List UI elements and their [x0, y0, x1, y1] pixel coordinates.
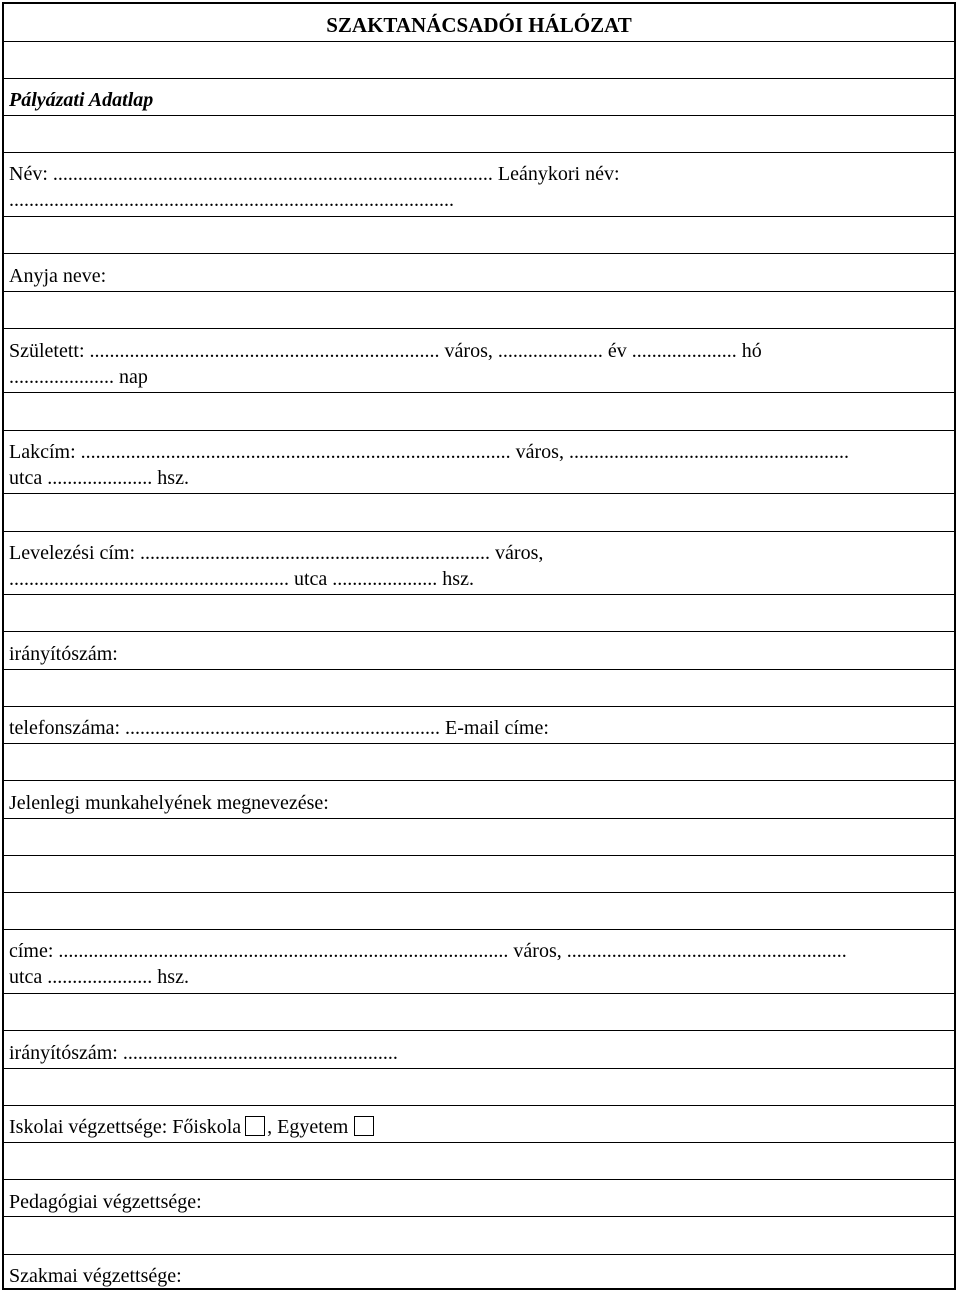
page-title: SZAKTANÁCSADÓI HÁLÓZAT [326, 13, 632, 37]
row-divider [4, 818, 954, 819]
foiskola-checkbox[interactable] [245, 1116, 265, 1136]
row-divider [4, 892, 954, 893]
row-divider [4, 1105, 954, 1106]
munkahely-iranyitoszam-field[interactable]: irányítószám: ....................................................... [9, 1042, 398, 1064]
munkahely-cim-field[interactable]: címe: .......................................................................................... város, ........................................................ [9, 940, 847, 962]
szuletett-field-continued[interactable]: ..................... nap [9, 366, 148, 388]
row-divider [4, 743, 954, 744]
row-divider [4, 291, 954, 292]
egyetem-checkbox[interactable] [354, 1116, 374, 1136]
row-divider [4, 216, 954, 217]
iskolai-vegzettseg-label: Iskolai végzettsége: Főiskola [9, 1116, 242, 1138]
row-divider [4, 631, 954, 632]
row-divider [4, 1254, 954, 1255]
lakcim-field[interactable]: Lakcím: ...................................................................................... város, ........................................................ [9, 441, 849, 463]
row-divider [4, 929, 954, 930]
row-divider [4, 1179, 954, 1180]
levelezesi-cim-field[interactable]: Levelezési cím: ...................................................................... város, [9, 542, 544, 564]
row-divider [4, 855, 954, 856]
row-divider [4, 706, 954, 707]
pedagogiai-vegzettseg-field[interactable]: Pedagógiai végzettsége: [9, 1191, 202, 1213]
szuletett-field[interactable]: Született: ...................................................................... város, ..................... év ..................... hó [9, 340, 762, 362]
row-divider [4, 531, 954, 532]
row-divider [4, 493, 954, 494]
row-divider [4, 1030, 954, 1031]
row-divider [4, 115, 954, 116]
row-divider [4, 328, 954, 329]
row-divider [4, 669, 954, 670]
telefon-email-field[interactable]: telefonszáma: ............................................................... E-mail címe: [9, 717, 549, 739]
munkahely-field[interactable]: Jelenlegi munkahelyének megnevezése: [9, 792, 329, 814]
row-divider [4, 1142, 954, 1143]
nev-field-continued[interactable]: ......................................................................................... [9, 189, 454, 211]
iskolai-vegzettseg-row [9, 1114, 942, 1140]
row-divider [4, 253, 954, 254]
anyja-neve-field[interactable]: Anyja neve: [9, 265, 107, 287]
row-divider [4, 152, 954, 153]
iranyitoszam-field[interactable]: irányítószám: [9, 643, 118, 665]
nev-field[interactable]: Név: ........................................................................................ Leánykori név: [9, 163, 620, 185]
row-divider [4, 1068, 954, 1069]
szakmai-vegzettseg-field[interactable]: Szakmai végzettsége: [9, 1265, 182, 1287]
row-divider [4, 594, 954, 595]
row-divider [4, 392, 954, 393]
row-divider [4, 993, 954, 994]
lakcim-field-continued[interactable]: utca ..................... hsz. [9, 467, 189, 489]
row-divider [4, 41, 954, 42]
row-divider [4, 1216, 954, 1217]
munkahely-cim-field-continued[interactable]: utca ..................... hsz. [9, 966, 189, 988]
row-divider [4, 78, 954, 79]
levelezesi-cim-field-continued[interactable]: ........................................................ utca ..................... hsz. [9, 568, 474, 590]
form-title: Pályázati Adatlap [9, 89, 154, 111]
application-form [2, 2, 956, 1290]
egyetem-label: , Egyetem [267, 1116, 349, 1138]
row-divider [4, 430, 954, 431]
row-divider [4, 780, 954, 781]
